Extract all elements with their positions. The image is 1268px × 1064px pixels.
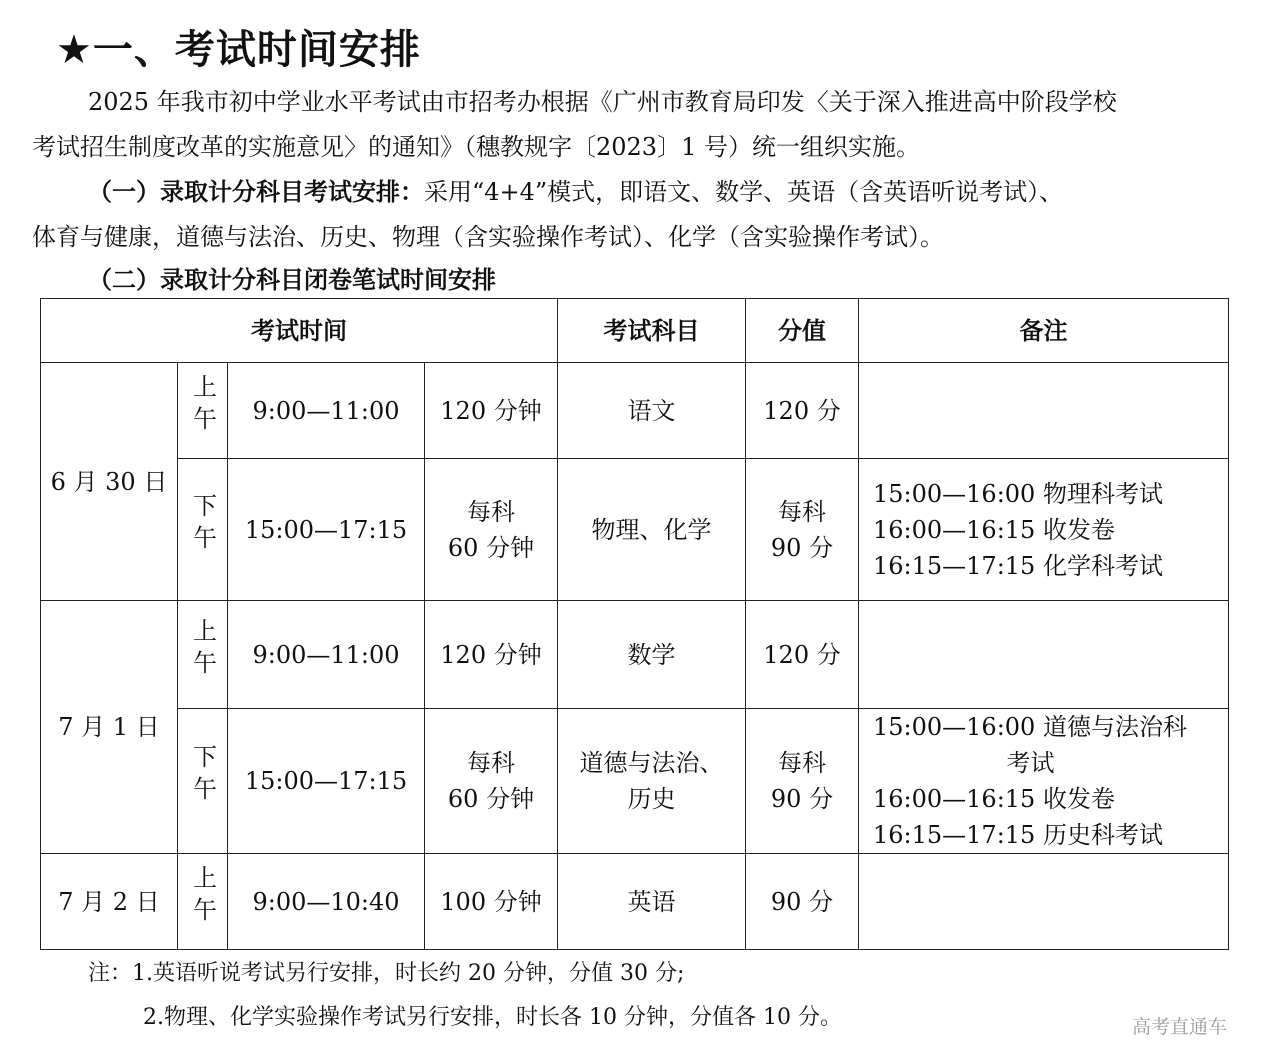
time-cell: 15:00—17:15 xyxy=(228,709,425,854)
score-cell: 每科 90 分 xyxy=(746,709,859,854)
footnote-2: 2.物理、化学实验操作考试另行安排，时长各 10 分钟，分值各 10 分。 xyxy=(143,1005,842,1030)
period-cell: 下午 xyxy=(178,709,228,854)
remark-cell xyxy=(859,363,1229,459)
subject-cell: 物理、化学 xyxy=(558,459,746,601)
section-1-text: 采用“4+4”模式，即语文、数学、英语（含英语听说考试）、 xyxy=(424,178,1064,206)
header-subject: 考试科目 xyxy=(558,299,746,363)
time-cell: 9:00—10:40 xyxy=(228,854,425,950)
remark-cell xyxy=(859,854,1229,950)
time-cell: 9:00—11:00 xyxy=(228,363,425,459)
time-cell: 15:00—17:15 xyxy=(228,459,425,601)
remark-cell: 15:00—16:00 道德与法治科 考试 16:00—16:15 收发卷 16:15—17:15 历史科考试 xyxy=(859,709,1229,854)
period-cell: 上午 xyxy=(178,854,228,950)
section-1-label: （一）录取计分科目考试安排： xyxy=(88,178,424,206)
section-2-label: （二）录取计分科目闭卷笔试时间安排 xyxy=(88,266,496,294)
section-1-line-2: 体育与健康，道德与法治、历史、物理（含实验操作考试）、化学（含实验操作考试）。 xyxy=(32,223,944,251)
remark-cell xyxy=(859,601,1229,709)
page-heading: ★一、考试时间安排 xyxy=(56,27,421,73)
subject-cell: 语文 xyxy=(558,363,746,459)
intro-line-2: 考试招生制度改革的实施意见〉的通知》（穗教规字〔2023〕1 号）统一组织实施。 xyxy=(32,133,920,161)
intro-line-1: 2025 年我市初中学业水平考试由市招考办根据《广州市教育局印发〈关于深入推进高中阶段学校 xyxy=(88,88,1117,116)
period-cell: 上午 xyxy=(178,363,228,459)
duration-cell: 每科 60 分钟 xyxy=(425,459,558,601)
exam-schedule-table xyxy=(40,298,1229,950)
section-1-line-1 xyxy=(88,170,1063,215)
header-row xyxy=(41,299,1229,363)
header-exam-time: 考试时间 xyxy=(41,299,558,363)
table-row xyxy=(41,459,1229,601)
score-cell: 90 分 xyxy=(746,854,859,950)
subject-cell: 数学 xyxy=(558,601,746,709)
header-remark: 备注 xyxy=(859,299,1229,363)
table-row xyxy=(41,709,1229,854)
duration-cell: 每科 60 分钟 xyxy=(425,709,558,854)
date-cell: 6 月 30 日 xyxy=(41,363,178,601)
subject-cell: 道德与法治、 历史 xyxy=(558,709,746,854)
score-cell: 120 分 xyxy=(746,601,859,709)
footnote-1: 注：1.英语听说考试另行安排，时长约 20 分钟，分值 30 分; xyxy=(88,961,685,986)
period-cell: 上午 xyxy=(178,601,228,709)
watermark-text: 高考直通车 xyxy=(1132,1016,1228,1038)
table-row xyxy=(41,363,1229,459)
header-score: 分值 xyxy=(746,299,859,363)
table-row xyxy=(41,601,1229,709)
duration-cell: 120 分钟 xyxy=(425,601,558,709)
remark-cell: 15:00—16:00 物理科考试 16:00—16:15 收发卷 16:15—17:15 化学科考试 xyxy=(859,459,1229,601)
table-row xyxy=(41,854,1229,950)
duration-cell: 100 分钟 xyxy=(425,854,558,950)
time-cell: 9:00—11:00 xyxy=(228,601,425,709)
duration-cell: 120 分钟 xyxy=(425,363,558,459)
score-cell: 每科 90 分 xyxy=(746,459,859,601)
period-cell: 下午 xyxy=(178,459,228,601)
date-cell: 7 月 2 日 xyxy=(41,854,178,950)
subject-cell: 英语 xyxy=(558,854,746,950)
date-cell: 7 月 1 日 xyxy=(41,601,178,854)
score-cell: 120 分 xyxy=(746,363,859,459)
